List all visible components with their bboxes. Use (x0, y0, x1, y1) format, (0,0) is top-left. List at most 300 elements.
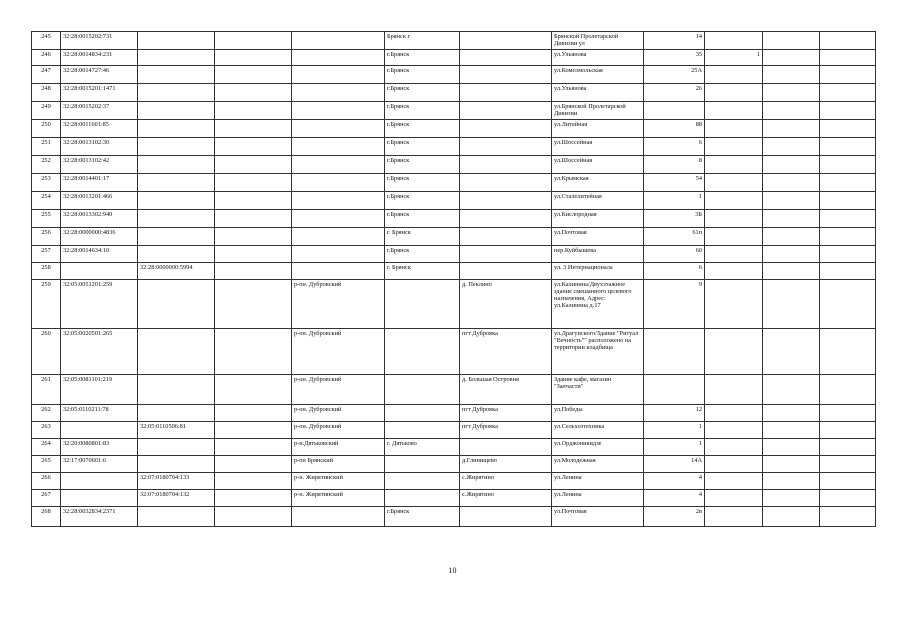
cell-empty (763, 456, 820, 473)
table-row (32, 32, 876, 50)
cell-cadastral-number-alt (138, 50, 215, 66)
cell-empty (763, 50, 820, 66)
cell-street: ул.Победы (552, 405, 644, 422)
cell-city: г.Брянск (385, 84, 460, 102)
cell-cadastral-number-alt (138, 120, 215, 138)
cell-empty (820, 263, 876, 280)
cell-district (292, 102, 385, 120)
cell-street: ул.Брянской Пролетарской Дивизии (552, 102, 644, 120)
cell-street: ул.Калинина/Двухэтажное здание смешанного целевого назначения, Адрес: ул.Калинина д.17 (552, 280, 644, 329)
cell-house-number (644, 375, 705, 405)
cell-empty (215, 280, 292, 329)
table-row (32, 174, 876, 192)
cell-cadastral-number (61, 263, 138, 280)
cell-settlement (460, 228, 552, 246)
cell-extra (705, 210, 763, 228)
cell-city: г.Брянск (385, 246, 460, 263)
cell-settlement (460, 439, 552, 456)
cell-district: р-н.Дятьковский (292, 439, 385, 456)
cell-settlement (460, 210, 552, 228)
cell-house-number: 25А (644, 66, 705, 84)
cell-street: ул.Шоссейная (552, 138, 644, 156)
cell-settlement (460, 192, 552, 210)
table-row (32, 246, 876, 263)
cell-district (292, 507, 385, 527)
cell-empty (215, 120, 292, 138)
cell-district (292, 192, 385, 210)
cell-cadastral-number-alt (138, 405, 215, 422)
registry-table (31, 31, 876, 527)
cell-extra (705, 174, 763, 192)
table-row (32, 439, 876, 456)
cell-extra (705, 375, 763, 405)
cell-street: ул.Ленина (552, 473, 644, 490)
cell-extra (705, 102, 763, 120)
cell-empty (820, 32, 876, 50)
cell-city (385, 329, 460, 375)
cell-district: р-н. Жирятинский (292, 490, 385, 507)
cell-empty (763, 66, 820, 84)
table-row (32, 102, 876, 120)
cell-extra (705, 228, 763, 246)
cell-cadastral-number-alt (138, 375, 215, 405)
cell-settlement: пгт Дубровка (460, 329, 552, 375)
cell-city (385, 473, 460, 490)
cell-street: ул.Литейная (552, 120, 644, 138)
cell-district (292, 84, 385, 102)
cell-house-number: 4 (644, 473, 705, 490)
cell-extra (705, 422, 763, 439)
cell-cadastral-number-alt (138, 210, 215, 228)
cell-row-number: 248 (32, 84, 61, 102)
cell-house-number: 3Б (644, 210, 705, 228)
cell-district: р-он. Дубровский (292, 422, 385, 439)
cell-city: г.Брянск (385, 138, 460, 156)
cell-house-number: 1 (644, 422, 705, 439)
cell-city: г.Брянск (385, 174, 460, 192)
cell-street: ул.Молодежная (552, 456, 644, 473)
cell-city: г.Брянск (385, 192, 460, 210)
cell-cadastral-number-alt: 32:28:0000000:5994 (138, 263, 215, 280)
cell-extra (705, 329, 763, 375)
cell-city: г.Брянск (385, 210, 460, 228)
cell-empty (763, 375, 820, 405)
cell-cadastral-number-alt (138, 102, 215, 120)
cell-district (292, 138, 385, 156)
cell-empty (820, 507, 876, 527)
cell-empty (820, 174, 876, 192)
cell-extra (705, 473, 763, 490)
cell-street: ул.Почтовая (552, 228, 644, 246)
cell-cadastral-number (61, 490, 138, 507)
cell-row-number: 260 (32, 329, 61, 375)
cell-district: р-он Брянский (292, 456, 385, 473)
cell-cadastral-number: 32:28:0015201:1471 (61, 84, 138, 102)
cell-city: г.Брянск (385, 50, 460, 66)
cell-empty (763, 228, 820, 246)
cell-empty (215, 50, 292, 66)
cell-cadastral-number: 32:28:0013201:466 (61, 192, 138, 210)
cell-settlement (460, 174, 552, 192)
cell-cadastral-number-alt (138, 507, 215, 527)
cell-house-number (644, 329, 705, 375)
cell-street: ул.Ульянова (552, 84, 644, 102)
cell-row-number: 262 (32, 405, 61, 422)
cell-empty (763, 210, 820, 228)
cell-settlement: д.Глинищево (460, 456, 552, 473)
cell-extra (705, 280, 763, 329)
cell-row-number: 259 (32, 280, 61, 329)
cell-extra (705, 156, 763, 174)
cell-house-number: 2в (644, 507, 705, 527)
table-row (32, 456, 876, 473)
cell-cadastral-number: 32:05:0081101:219 (61, 375, 138, 405)
table-row (32, 473, 876, 490)
cell-empty (820, 375, 876, 405)
cell-cadastral-number-alt (138, 32, 215, 50)
cell-empty (820, 490, 876, 507)
cell-cadastral-number: 32:28:0015202:37 (61, 102, 138, 120)
cell-settlement (460, 32, 552, 50)
cell-empty (763, 192, 820, 210)
cell-house-number: 8 (644, 156, 705, 174)
cell-cadastral-number (61, 422, 138, 439)
cell-empty (763, 120, 820, 138)
cell-empty (215, 375, 292, 405)
cell-cadastral-number (61, 473, 138, 490)
cell-cadastral-number-alt (138, 329, 215, 375)
cell-settlement (460, 66, 552, 84)
table-row (32, 138, 876, 156)
cell-cadastral-number-alt: 32:07:0180704:132 (138, 490, 215, 507)
cell-district: р-н. Жирятинский (292, 473, 385, 490)
cell-house-number: 14 (644, 32, 705, 50)
table-row (32, 329, 876, 375)
cell-row-number: 261 (32, 375, 61, 405)
cell-district: р-он. Дубровский (292, 375, 385, 405)
cell-district (292, 156, 385, 174)
cell-empty (763, 280, 820, 329)
cell-empty (763, 507, 820, 527)
cell-empty (763, 439, 820, 456)
cell-empty (215, 32, 292, 50)
cell-city: г. Брянск (385, 228, 460, 246)
cell-settlement (460, 156, 552, 174)
cell-street: ул.Драгунского/Здание "Ритуал "Вечность"" расположено на территории кладбища (552, 329, 644, 375)
cell-house-number: 6 (644, 138, 705, 156)
table-row (32, 228, 876, 246)
cell-district (292, 32, 385, 50)
cell-cadastral-number-alt: 32:05:0110506:81 (138, 422, 215, 439)
page-number: 10 (448, 566, 457, 575)
cell-empty (215, 102, 292, 120)
cell-house-number: 4 (644, 490, 705, 507)
cell-empty (215, 439, 292, 456)
cell-empty (820, 84, 876, 102)
cell-empty (763, 138, 820, 156)
cell-row-number: 265 (32, 456, 61, 473)
cell-house-number: 6 (644, 263, 705, 280)
cell-empty (215, 490, 292, 507)
cell-cadastral-number-alt (138, 439, 215, 456)
cell-settlement: с.Жирятино (460, 490, 552, 507)
cell-city (385, 375, 460, 405)
cell-row-number: 254 (32, 192, 61, 210)
cell-cadastral-number: 32:28:0013102:42 (61, 156, 138, 174)
table-row (32, 120, 876, 138)
cell-city: г. Брянск (385, 263, 460, 280)
cell-empty (820, 422, 876, 439)
cell-empty (763, 263, 820, 280)
table-row (32, 405, 876, 422)
cell-street: ул.Орджоникидзе (552, 439, 644, 456)
cell-empty (215, 210, 292, 228)
cell-empty (820, 210, 876, 228)
cell-district (292, 66, 385, 84)
cell-city: г. Дятьково (385, 439, 460, 456)
cell-house-number: 54 (644, 174, 705, 192)
cell-empty (763, 405, 820, 422)
cell-street: ул.Комсомольская (552, 66, 644, 84)
cell-district: р-он. Дубровский (292, 329, 385, 375)
cell-settlement (460, 246, 552, 263)
cell-empty (215, 405, 292, 422)
cell-cadastral-number-alt (138, 228, 215, 246)
cell-settlement: пгт Дубровка (460, 405, 552, 422)
cell-settlement (460, 120, 552, 138)
cell-city: г.Брянск (385, 120, 460, 138)
cell-empty (820, 439, 876, 456)
table-row (32, 156, 876, 174)
cell-empty (215, 263, 292, 280)
cell-row-number: 250 (32, 120, 61, 138)
cell-extra (705, 192, 763, 210)
cell-empty (763, 84, 820, 102)
cell-cadastral-number-alt (138, 456, 215, 473)
cell-district (292, 50, 385, 66)
cell-cadastral-number-alt (138, 156, 215, 174)
cell-district (292, 228, 385, 246)
cell-extra (705, 138, 763, 156)
cell-city: г.Брянск (385, 102, 460, 120)
cell-settlement (460, 507, 552, 527)
cell-street: Брянской Пролетарской Дивизии ул (552, 32, 644, 50)
cell-city: г.Брянск (385, 156, 460, 174)
cell-cadastral-number: 32:05:0020501:265 (61, 329, 138, 375)
cell-cadastral-number: 32:28:0013102:30 (61, 138, 138, 156)
cell-house-number: 26 (644, 84, 705, 102)
cell-house-number: 60 (644, 246, 705, 263)
cell-empty (820, 246, 876, 263)
cell-extra (705, 84, 763, 102)
cell-empty (763, 490, 820, 507)
cell-house-number: 12 (644, 405, 705, 422)
cell-extra (705, 405, 763, 422)
cell-row-number: 246 (32, 50, 61, 66)
table-row (32, 263, 876, 280)
cell-empty (215, 192, 292, 210)
cell-cadastral-number: 32:28:0014401:17 (61, 174, 138, 192)
cell-row-number: 252 (32, 156, 61, 174)
cell-empty (763, 156, 820, 174)
cell-extra (705, 120, 763, 138)
cell-row-number: 258 (32, 263, 61, 280)
cell-cadastral-number: 32:28:0014834:231 (61, 50, 138, 66)
cell-extra (705, 246, 763, 263)
cell-street: ул.Сельхозтехника (552, 422, 644, 439)
cell-cadastral-number: 32:20:0080801:83 (61, 439, 138, 456)
cell-street: ул.Ульянова (552, 50, 644, 66)
cell-street: ул.Ленина (552, 490, 644, 507)
cell-empty (763, 422, 820, 439)
cell-street: ул.Шоссейная (552, 156, 644, 174)
cell-cadastral-number-alt (138, 138, 215, 156)
cell-empty (763, 32, 820, 50)
cell-empty (215, 422, 292, 439)
cell-district (292, 210, 385, 228)
table-body (32, 32, 876, 527)
cell-cadastral-number: 32:28:0000000:4836 (61, 228, 138, 246)
cell-empty (820, 473, 876, 490)
cell-house-number: 14А (644, 456, 705, 473)
cell-row-number: 256 (32, 228, 61, 246)
table-row (32, 422, 876, 439)
table-row (32, 192, 876, 210)
cell-empty (820, 156, 876, 174)
cell-district (292, 246, 385, 263)
cell-cadastral-number-alt (138, 192, 215, 210)
cell-cadastral-number-alt (138, 246, 215, 263)
cell-empty (215, 66, 292, 84)
cell-settlement (460, 102, 552, 120)
cell-row-number: 255 (32, 210, 61, 228)
cell-row-number: 267 (32, 490, 61, 507)
cell-extra (705, 263, 763, 280)
cell-empty (215, 174, 292, 192)
cell-house-number: 88 (644, 120, 705, 138)
cell-row-number: 247 (32, 66, 61, 84)
cell-extra (705, 66, 763, 84)
cell-extra (705, 507, 763, 527)
cell-cadastral-number-alt (138, 280, 215, 329)
cell-settlement (460, 263, 552, 280)
cell-empty (215, 246, 292, 263)
cell-settlement: с.Жирятино (460, 473, 552, 490)
table-row (32, 490, 876, 507)
cell-settlement (460, 84, 552, 102)
cell-extra (705, 490, 763, 507)
cell-cadastral-number-alt (138, 174, 215, 192)
table-row (32, 375, 876, 405)
cell-extra (705, 456, 763, 473)
cell-settlement (460, 138, 552, 156)
cell-city: г.Брянск (385, 66, 460, 84)
cell-cadastral-number: 32:05:0110211:78 (61, 405, 138, 422)
cell-empty (820, 120, 876, 138)
cell-extra (705, 439, 763, 456)
cell-street: ул.Сталелитейная (552, 192, 644, 210)
cell-empty (820, 66, 876, 84)
cell-settlement: д. Пеклино (460, 280, 552, 329)
cell-extra (705, 32, 763, 50)
cell-row-number: 245 (32, 32, 61, 50)
cell-cadastral-number: 32:17:0070601:6 (61, 456, 138, 473)
cell-city (385, 280, 460, 329)
table-row (32, 50, 876, 66)
cell-district: р-он. Дубровский (292, 280, 385, 329)
cell-empty (215, 473, 292, 490)
cell-house-number: 35 (644, 50, 705, 66)
cell-cadastral-number-alt: 32:07:0180704:133 (138, 473, 215, 490)
cell-row-number: 253 (32, 174, 61, 192)
table-row (32, 84, 876, 102)
cell-empty (763, 246, 820, 263)
cell-district (292, 263, 385, 280)
cell-cadastral-number: 32:28:0013302:940 (61, 210, 138, 228)
table-row (32, 210, 876, 228)
cell-city: Брянск г (385, 32, 460, 50)
cell-empty (820, 456, 876, 473)
cell-cadastral-number: 32:28:0015202:731 (61, 32, 138, 50)
cell-settlement: д. Большая Островня (460, 375, 552, 405)
cell-street: ул.Кислородная (552, 210, 644, 228)
table-row (32, 507, 876, 527)
cell-city (385, 405, 460, 422)
cell-empty (215, 456, 292, 473)
cell-extra: 1 (705, 50, 763, 66)
cell-empty (820, 138, 876, 156)
cell-house-number: 1 (644, 439, 705, 456)
cell-cadastral-number-alt (138, 84, 215, 102)
cell-district (292, 174, 385, 192)
cell-empty (215, 156, 292, 174)
cell-city (385, 422, 460, 439)
cell-cadastral-number: 32:28:0014634:10 (61, 246, 138, 263)
cell-row-number: 264 (32, 439, 61, 456)
cell-district (292, 120, 385, 138)
cell-city: г.Брянск (385, 507, 460, 527)
cell-street: ул.Крымская (552, 174, 644, 192)
cell-empty (820, 405, 876, 422)
cell-house-number: 9 (644, 280, 705, 329)
cell-house-number: 61п (644, 228, 705, 246)
cell-empty (763, 473, 820, 490)
cell-district: р-он. Дубровский (292, 405, 385, 422)
cell-street: ул. 3 Интернационала (552, 263, 644, 280)
cell-empty (820, 102, 876, 120)
cell-cadastral-number-alt (138, 66, 215, 84)
cell-house-number (644, 102, 705, 120)
cell-cadastral-number: 32:28:0014727:46 (61, 66, 138, 84)
cell-cadastral-number: 32:05:0051201:259 (61, 280, 138, 329)
cell-empty (763, 174, 820, 192)
cell-empty (763, 102, 820, 120)
cell-cadastral-number: 32:28:0032834:2371 (61, 507, 138, 527)
cell-empty (215, 329, 292, 375)
cell-city (385, 456, 460, 473)
cell-empty (820, 50, 876, 66)
cell-row-number: 251 (32, 138, 61, 156)
cell-empty (215, 138, 292, 156)
cell-row-number: 263 (32, 422, 61, 439)
cell-empty (820, 192, 876, 210)
cell-house-number: 1 (644, 192, 705, 210)
cell-row-number: 249 (32, 102, 61, 120)
table-row (32, 66, 876, 84)
cell-street: ул.Почтовая (552, 507, 644, 527)
cell-street: пер.Куйбышева (552, 246, 644, 263)
cell-settlement (460, 50, 552, 66)
